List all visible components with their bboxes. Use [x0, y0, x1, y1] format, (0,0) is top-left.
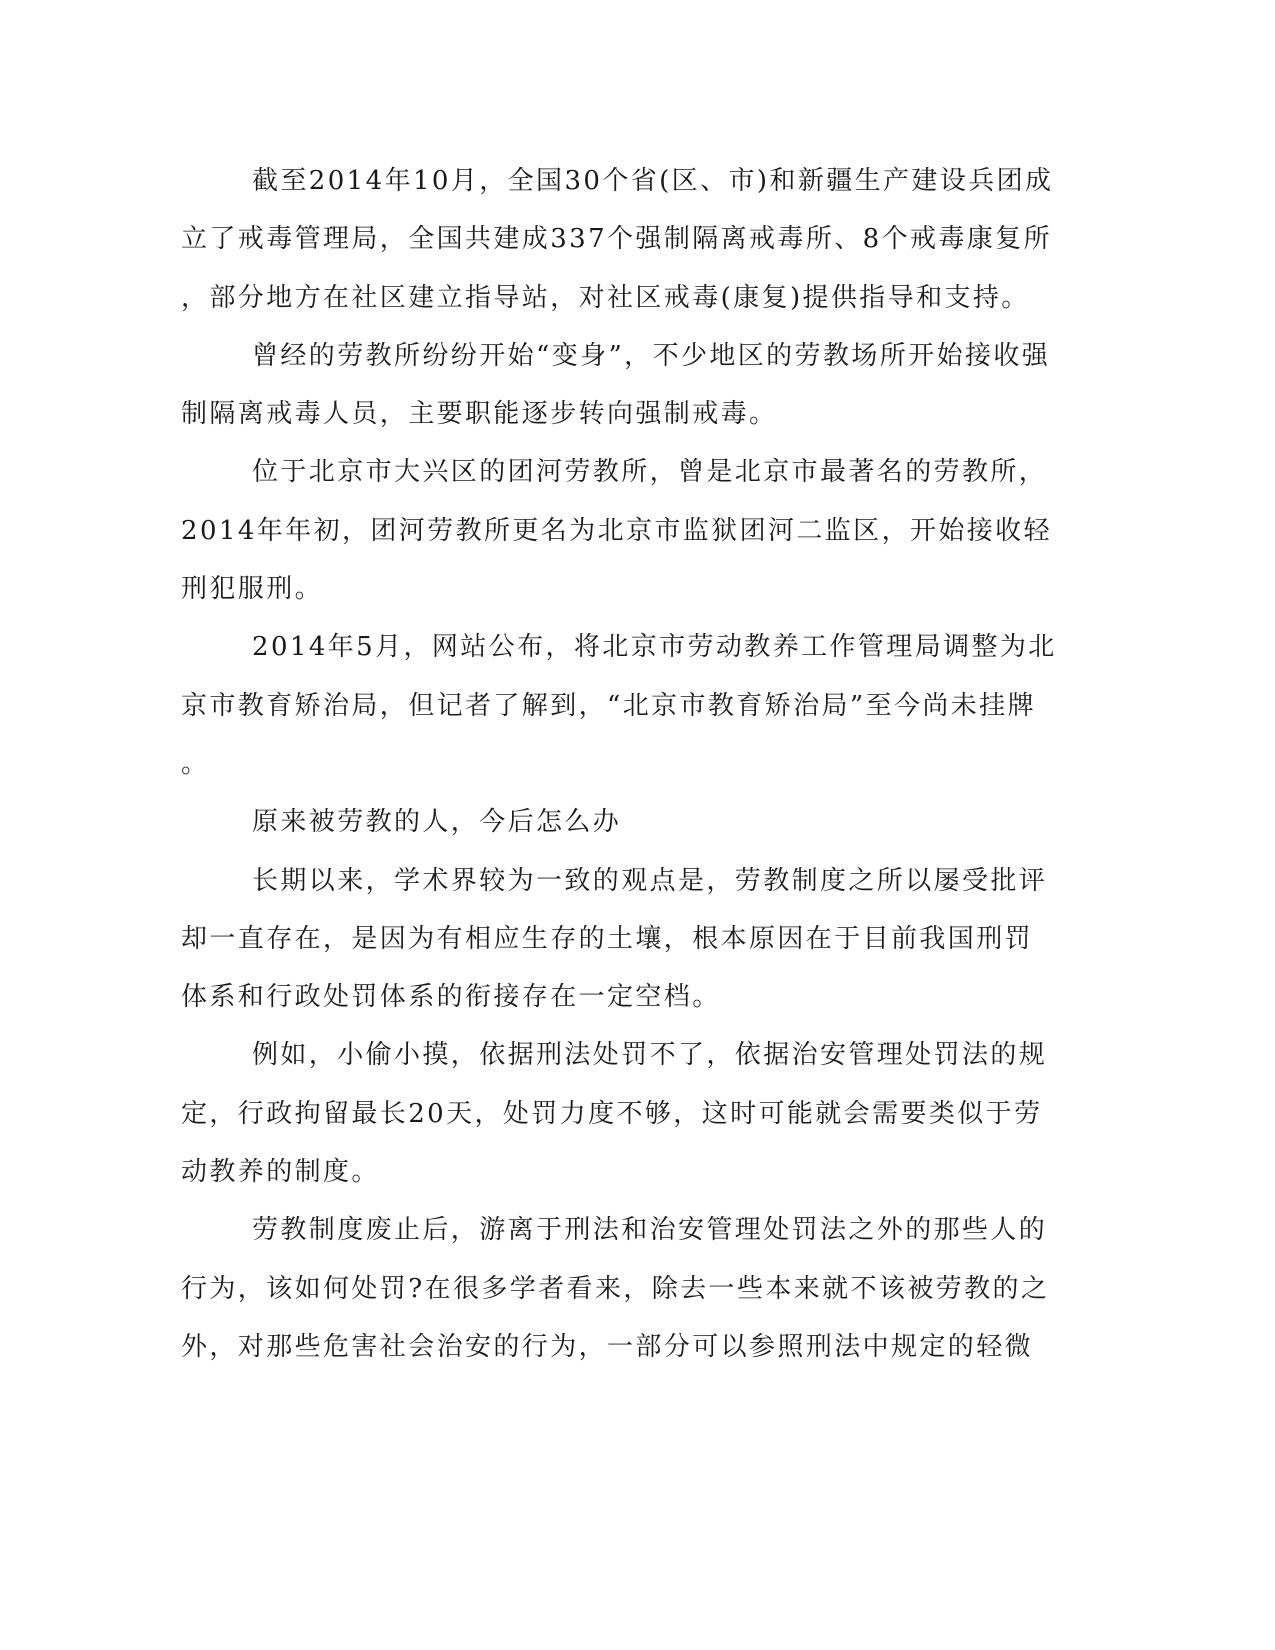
section-heading	[181, 793, 1033, 851]
document-body	[181, 152, 1057, 1376]
text-line: 位于北京市大兴区的团河劳教所，曾是北京市最著名的劳教所，	[252, 457, 1048, 488]
text-line: ，部分地方在社区建立指导站，对社区戒毒(康复)提供指导和支持。	[181, 282, 1030, 313]
paragraph-after-abolition	[181, 1201, 1050, 1376]
text-line: 动教养的制度。	[181, 1157, 380, 1188]
text-line: 截至2014年10月，全国30个省(区、市)和新疆生产建设兵团成	[252, 166, 1054, 196]
section-heading-text: 原来被劳教的人，今后怎么办	[252, 807, 622, 838]
text-line: 却一直存在，是因为有相应生存的土壤，根本原因在于目前我国刑罚	[181, 923, 1034, 954]
paragraph-beijing-bureau	[181, 618, 1057, 793]
paragraph-labor-camps-transform	[181, 327, 1051, 444]
text-line: 2014年年初，团河劳教所更名为北京市监狱团河二监区，开始接收轻	[181, 515, 1052, 546]
text-line: 。	[181, 748, 210, 779]
text-line: 制隔离戒毒人员，主要职能逐步转向强制戒毒。	[181, 399, 778, 430]
text-line: 外，对那些危害社会治安的行为，一部分可以参照刑法中规定的轻微	[181, 1331, 1034, 1362]
text-line: 立了戒毒管理局，全国共建成337个强制隔离戒毒所、8个戒毒康复所	[181, 224, 1052, 255]
paragraph-example-petty-theft	[181, 1026, 1048, 1201]
text-line: 京市教育矫治局，但记者了解到，“北京市教育矫治局”至今尚未挂牌	[181, 690, 1036, 721]
text-line: 长期以来，学术界较为一致的观点是，劳教制度之所以屡受批评	[252, 865, 1048, 896]
paragraph-tuanhe-camp	[181, 443, 1052, 618]
text-line: 刑犯服刑。	[181, 574, 324, 605]
paragraph-academic-view	[181, 852, 1048, 1027]
text-line: 例如，小偷小摸，依据刑法处罚不了，依据治安管理处罚法的规	[252, 1040, 1048, 1071]
text-line: 曾经的劳教所纷纷开始“变身”，不少地区的劳教场所开始接收强	[252, 340, 1051, 371]
text-line: 行为，该如何处罚?在很多学者看来，除去一些本来就不该被劳教的之	[181, 1273, 1050, 1304]
text-line: 2014年5月，网站公布，将北京市劳动教养工作管理局调整为北	[252, 632, 1057, 663]
paragraph-drug-rehab-stats	[181, 152, 1054, 327]
text-line: 劳教制度废止后，游离于刑法和治安管理处罚法之外的那些人的	[252, 1215, 1048, 1246]
text-line: 体系和行政处罚体系的衔接存在一定空档。	[181, 982, 721, 1013]
text-line: 定，行政拘留最长20天，处罚力度不够，这时可能就会需要类似于劳	[181, 1098, 1043, 1129]
